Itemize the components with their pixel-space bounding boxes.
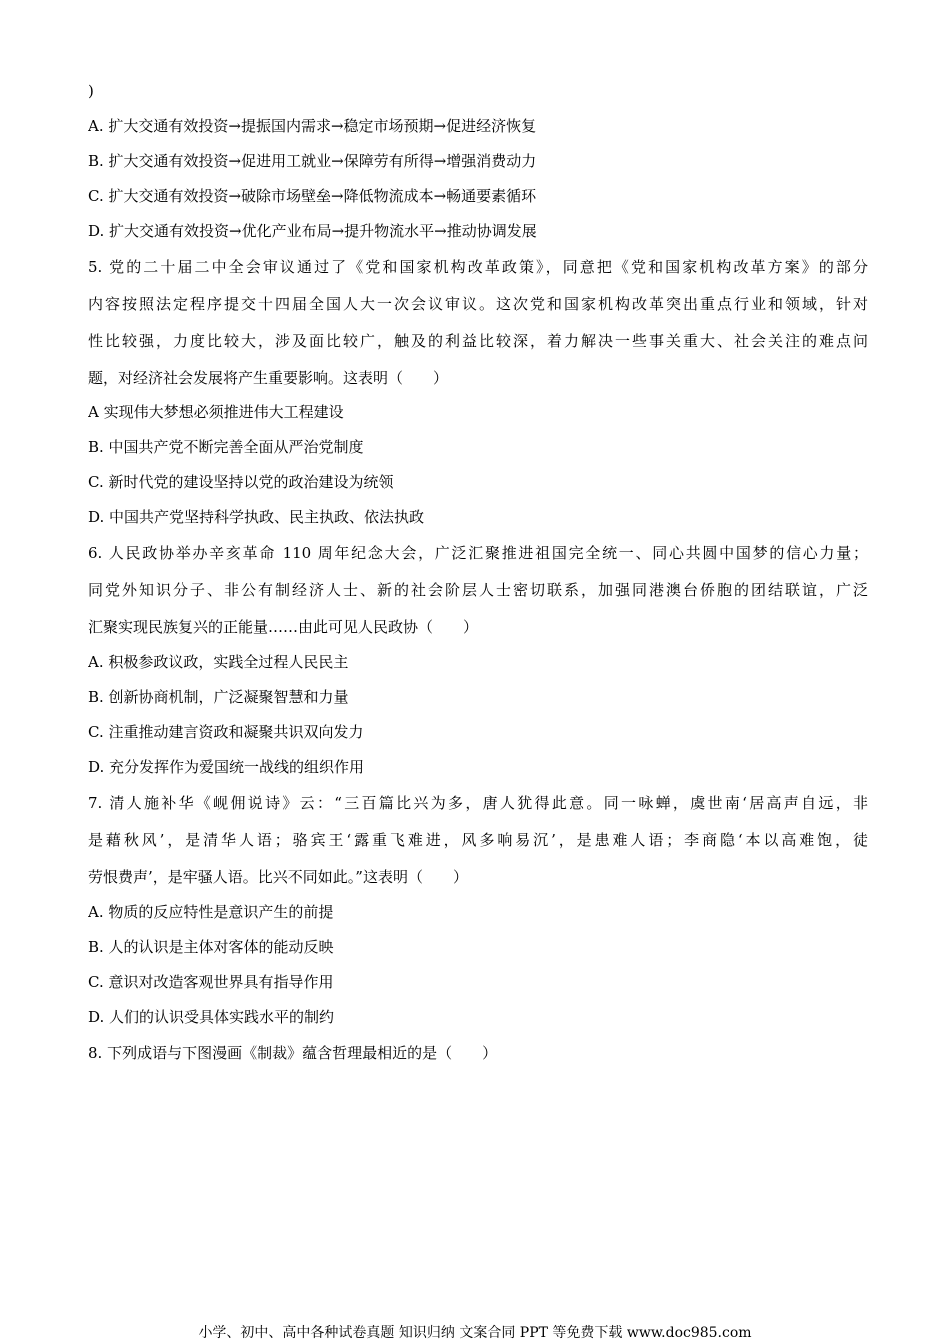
q5-stem-line-4: 题，对经济社会发展将产生重要影响。这表明（ ） [88, 369, 449, 387]
previous-question-fragment: ) [88, 82, 94, 100]
q5-option-a: A 实现伟大梦想必须推进伟大工程建设 [88, 403, 344, 421]
q8-stem: 8. 下列成语与下图漫画《制裁》蕴含哲理最相近的是（ ） [88, 1044, 498, 1062]
q5-stem-line-1: 5. 党的二十届二中全会审议通过了《党和国家机构改革政策》，同意把《党和国家机构改革方案》的部分 [88, 258, 868, 276]
q4-option-c: C. 扩大交通有效投资→破除市场壁垒→降低物流成本→畅通要素循环 [88, 187, 537, 205]
q6-option-c: C. 注重推动建言资政和凝聚共识双向发力 [88, 723, 364, 741]
q6-option-a: A. 积极参政议政，实践全过程人民民主 [88, 653, 349, 671]
q5-stem-line-3: 性比较强，力度比较大，涉及面比较广，触及的利益比较深，着力解决一些事关重大、社会关注的难点问 [88, 332, 868, 350]
q6-stem-line-3: 汇聚实现民族复兴的正能量……由此可见人民政协（ ） [88, 618, 479, 636]
q6-option-d: D. 充分发挥作为爱国统一战线的组织作用 [88, 758, 365, 776]
q5-option-b: B. 中国共产党不断完善全面从严治党制度 [88, 438, 364, 456]
q7-stem-line-2: 是藉秋风’，是清华人语；骆宾王‘露重飞难进，风多响易沉’，是患难人语；李商隐‘本以高难饱，徒 [88, 831, 868, 849]
q5-option-c: C. 新时代党的建设坚持以党的政治建设为统领 [88, 473, 394, 491]
q7-stem-line-1: 7. 清人施补华《岘佣说诗》云：“三百篇比兴为多，唐人犹得此意。同一咏蝉，虞世南‘居高声自远，非 [88, 794, 868, 812]
q4-option-d: D. 扩大交通有效投资→优化产业布局→提升物流水平→推动协调发展 [88, 222, 537, 240]
q6-option-b: B. 创新协商机制，广泛凝聚智慧和力量 [88, 688, 349, 706]
q4-option-a: A. 扩大交通有效投资→提振国内需求→稳定市场预期→促进经济恢复 [88, 117, 537, 135]
page-footer: 小学、初中、高中各种试卷真题 知识归纳 文案合同 PPT 等免费下载 www.doc985.com [198, 1325, 752, 1341]
q4-option-b: B. 扩大交通有效投资→促进用工就业→保障劳有所得→增强消费动力 [88, 152, 537, 170]
q7-option-a: A. 物质的反应特性是意识产生的前提 [88, 903, 334, 921]
q7-option-b: B. 人的认识是主体对客体的能动反映 [88, 938, 334, 956]
q5-stem-line-2: 内容按照法定程序提交十四届全国人大一次会议审议。这次党和国家机构改革突出重点行业和领域，针对 [88, 295, 868, 313]
q6-stem-line-1: 6. 人民政协举办辛亥革命 110 周年纪念大会，广泛汇聚推进祖国完全统一、同心共圆中国梦的信心力量； [88, 544, 868, 562]
q5-option-d: D. 中国共产党坚持科学执政、民主执政、依法执政 [88, 508, 425, 526]
q6-stem-line-2: 同党外知识分子、非公有制经济人士、新的社会阶层人士密切联系，加强同港澳台侨胞的团结联谊，广泛 [88, 581, 868, 599]
q7-option-c: C. 意识对改造客观世界具有指导作用 [88, 973, 334, 991]
q7-option-d: D. 人们的认识受具体实践水平的制约 [88, 1008, 335, 1026]
q7-stem-line-3: 劳恨费声’，是牢骚人语。比兴不同如此。”这表明（ ） [88, 868, 468, 886]
